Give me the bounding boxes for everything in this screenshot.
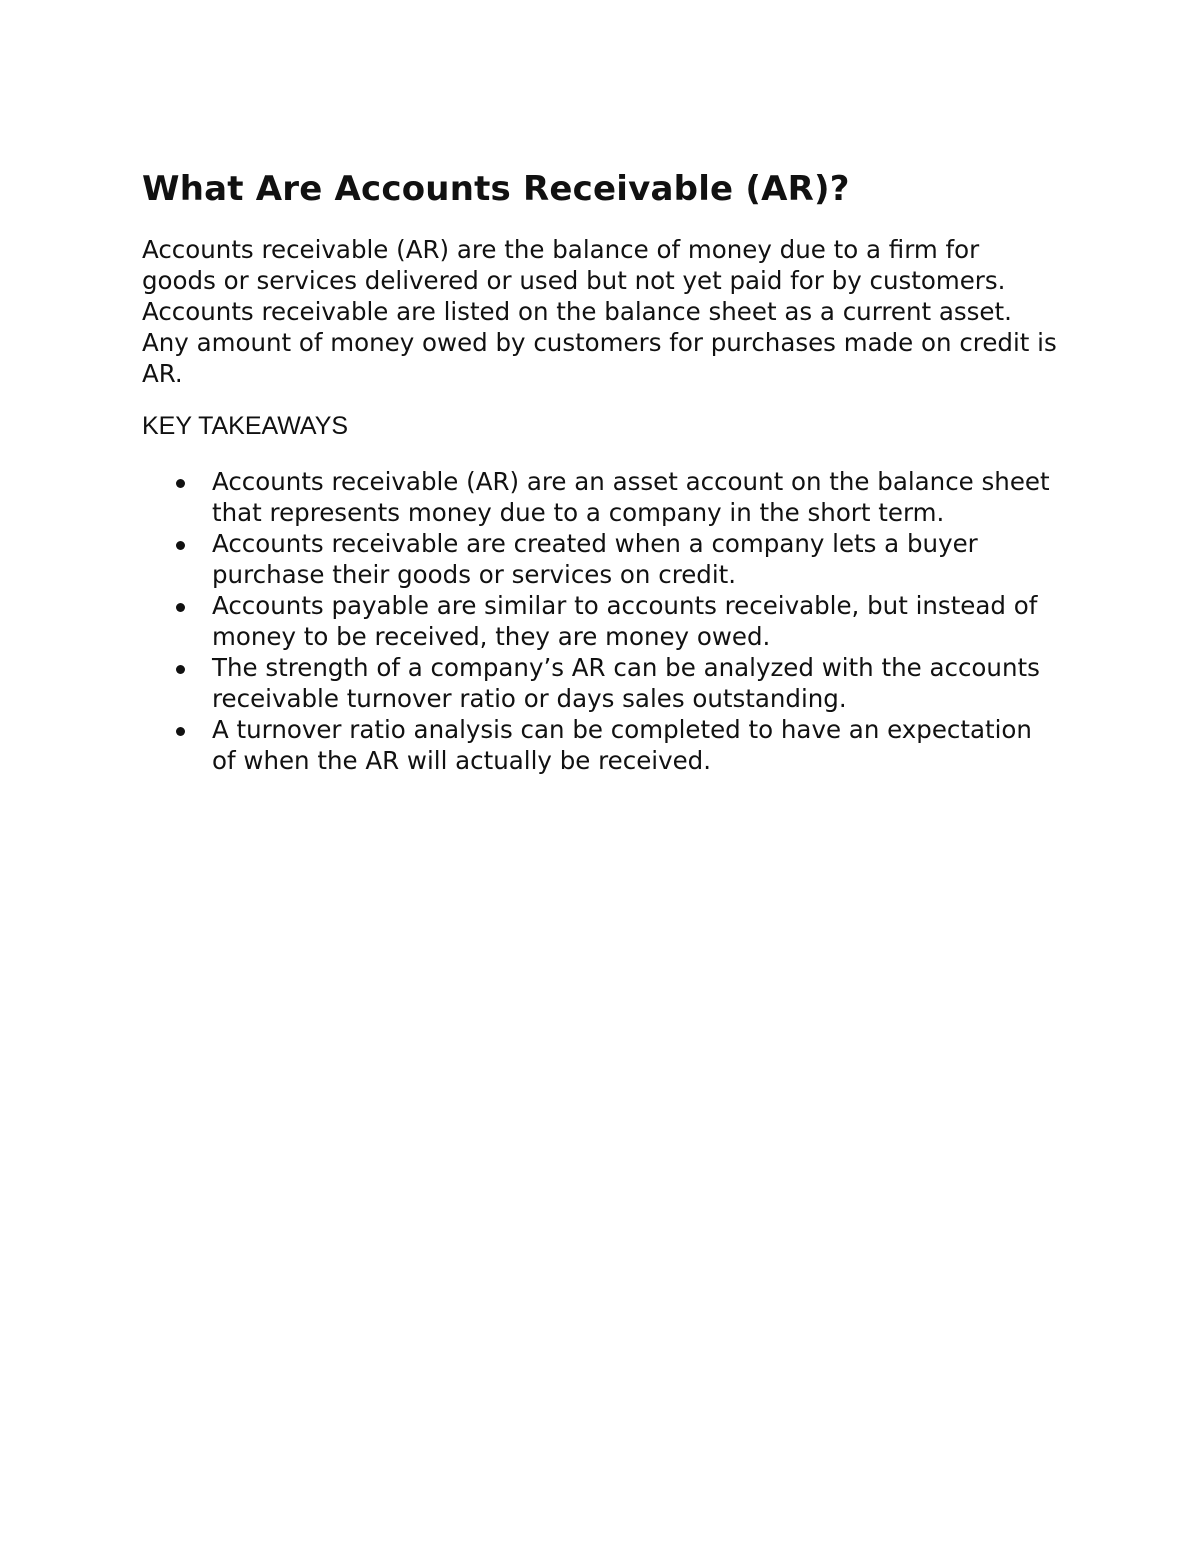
bullet-icon xyxy=(176,541,185,550)
list-item xyxy=(142,652,1057,714)
key-takeaways-list xyxy=(142,466,1062,776)
bullet-icon xyxy=(176,479,185,488)
list-item-text: The strength of a company’s AR can be analyzed with the accounts receivable turnover ratio or days sales outstanding. xyxy=(212,653,1040,713)
list-item-text: Accounts payable are similar to accounts receivable, but instead of money to be received, they are money owed. xyxy=(212,591,1038,651)
list-item xyxy=(142,528,1057,590)
list-item-text: A turnover ratio analysis can be completed to have an expectation of when the AR will actually be received. xyxy=(212,715,1032,775)
list-item xyxy=(142,714,1057,776)
document-page xyxy=(142,168,1062,776)
intro-paragraph: Accounts receivable (AR) are the balance of money due to a firm for goods or services delivered or used but not yet paid for by customers. Accounts receivable are listed on the balance sheet as a current asset. Any amount of money owed by customers for purchases made on credit is AR. xyxy=(142,235,1057,388)
bullet-icon xyxy=(176,727,185,736)
list-item-text: Accounts receivable (AR) are an asset account on the balance sheet that represents money due to a company in the short term. xyxy=(212,467,1050,527)
page-title: What Are Accounts Receivable (AR)? xyxy=(142,169,850,209)
bullet-icon xyxy=(176,603,185,612)
key-takeaways-heading: KEY TAKEAWAYS xyxy=(142,412,349,440)
bullet-icon xyxy=(176,665,185,674)
list-item-text: Accounts receivable are created when a company lets a buyer purchase their goods or services on credit. xyxy=(212,529,978,589)
list-item xyxy=(142,466,1057,528)
list-item xyxy=(142,590,1057,652)
